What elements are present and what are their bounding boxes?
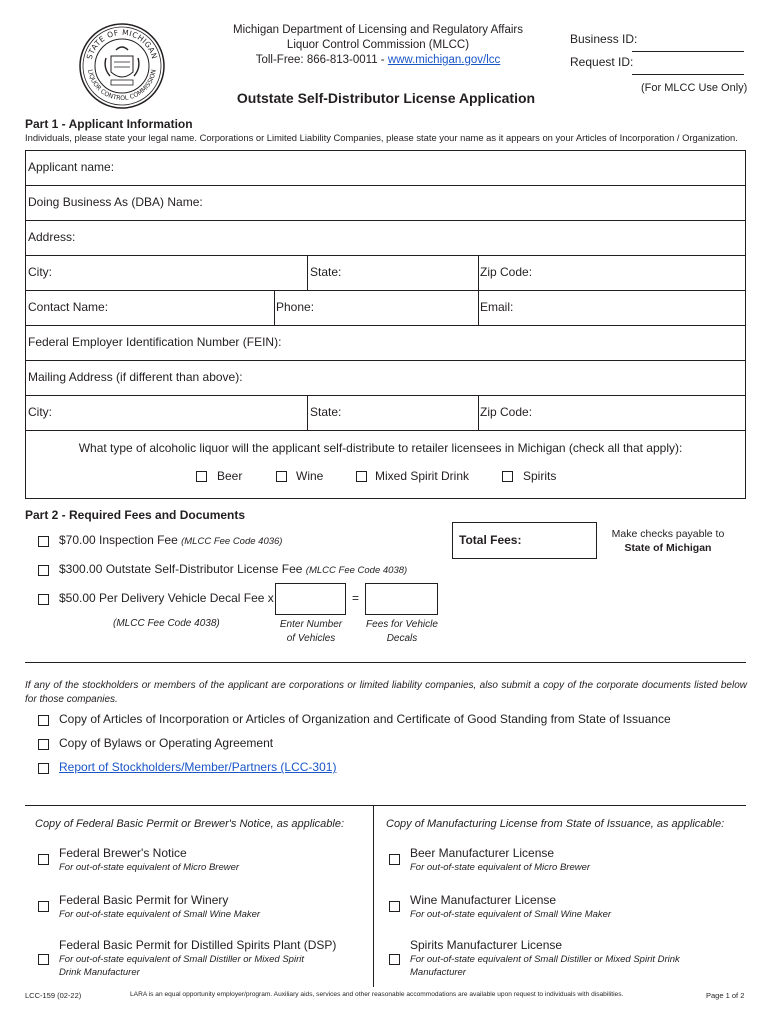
mailing-city-field[interactable] — [26, 396, 307, 430]
federal-permit-heading: Copy of Federal Basic Permit or Brewer's Notice, as applicable: — [35, 818, 345, 830]
total-fees-box[interactable] — [452, 522, 597, 559]
mailing-city-label: City: — [28, 405, 52, 419]
request-id-line — [632, 74, 744, 75]
eeo-statement: LARA is an equal opportunity employer/program. Auxiliary aids, services and other reasonable accommodations are available upon request to individuals with disabilities. — [130, 991, 624, 998]
page-number: Page 1 of 2 — [706, 991, 745, 1000]
federal-winery-permit-title: Federal Basic Permit for Winery — [59, 893, 229, 907]
section-divider — [25, 662, 746, 663]
zip-label: Zip Code: — [480, 265, 533, 279]
wine-manufacturer-license-title: Wine Manufacturer License — [410, 893, 557, 907]
mailing-state-label: State: — [310, 405, 342, 419]
dba-name-label: Doing Business As (DBA) Name: — [28, 195, 203, 209]
agency-line-2: Liquor Control Commission (MLCC) — [286, 39, 470, 51]
inspection-fee-label: $70.00 Inspection Fee (MLCC Fee Code 4036) — [59, 533, 283, 547]
dba-name-field[interactable] — [26, 186, 745, 220]
federal-brewers-notice-title: Federal Brewer's Notice — [59, 846, 187, 860]
inspection-fee-checkbox[interactable] — [38, 536, 49, 547]
contact-name-label: Contact Name: — [28, 300, 109, 314]
mixed-spirit-drink-checkbox[interactable] — [356, 471, 367, 482]
federal-dsp-permit-sub2: Drink Manufacturer — [59, 967, 140, 978]
city-label: City: — [28, 265, 52, 279]
agency-line-1: Michigan Department of Licensing and Regulatory Affairs — [232, 24, 523, 36]
checks-payable-note: Make checks payable to State of Michigan — [611, 528, 725, 554]
federal-dsp-permit-title: Federal Basic Permit for Distilled Spirits Plant (DSP) — [59, 938, 337, 952]
svg-text:STATE OF MICHIGAN: STATE OF MICHIGAN — [84, 27, 160, 61]
stockholders-report-checkbox[interactable] — [38, 763, 49, 774]
address-label: Address: — [28, 230, 76, 244]
federal-dsp-permit-checkbox[interactable] — [38, 954, 49, 965]
request-id-label: Request ID: — [570, 55, 634, 69]
business-id-label: Business ID: — [570, 32, 638, 46]
part1-instructions: Individuals, please state your legal name. Corporations or Limited Liability Companies, please state your name as it appears on your Articles of Incorporation / Organization. — [25, 132, 738, 143]
wine-checkbox[interactable] — [276, 471, 287, 482]
bylaws-label: Copy of Bylaws or Operating Agreement — [59, 736, 274, 750]
federal-winery-permit-checkbox[interactable] — [38, 901, 49, 912]
vehicle-count-input[interactable] — [275, 583, 346, 615]
fein-label: Federal Employer Identification Number (FEIN): — [28, 335, 282, 349]
mixed-spirit-drink-label: Mixed Spirit Drink — [375, 469, 470, 483]
email-label: Email: — [480, 300, 514, 314]
state-seal — [78, 22, 166, 110]
spirits-label: Spirits — [523, 469, 557, 483]
articles-checkbox[interactable] — [38, 715, 49, 726]
vehicle-decal-fee-label: $50.00 Per Delivery Vehicle Decal Fee x — [59, 591, 274, 605]
mailing-zip-field[interactable] — [479, 396, 745, 430]
state-label: State: — [310, 265, 342, 279]
permits-column-divider — [373, 805, 374, 987]
website-link[interactable]: www.michigan.gov/lcc — [387, 54, 501, 66]
federal-brewers-notice-sub: For out-of-state equivalent of Micro Brewer — [59, 862, 240, 873]
address-field[interactable] — [26, 221, 745, 255]
wine-manufacturer-license-checkbox[interactable] — [389, 901, 400, 912]
phone-label: Phone: — [276, 300, 315, 314]
fees-for-decals-caption: Fees for Vehicle Decals — [366, 619, 438, 644]
spirits-manufacturer-license-title: Spirits Manufacturer License — [410, 938, 563, 952]
applicant-name-field[interactable] — [26, 151, 745, 185]
agency-contact-line — [190, 53, 566, 68]
beer-label: Beer — [217, 469, 243, 483]
email-field[interactable] — [479, 291, 745, 325]
beer-checkbox[interactable] — [196, 471, 207, 482]
business-id-line — [632, 51, 744, 52]
fein-field[interactable] — [26, 326, 745, 360]
part1-heading: Part 1 - Applicant Information — [25, 117, 193, 131]
enter-number-caption: Enter Number of Vehicles — [279, 619, 343, 644]
contact-name-field[interactable] — [26, 291, 274, 325]
spirits-manufacturer-license-sub: For out-of-state equivalent of Small Distiller or Mixed Spirit Drink — [410, 954, 680, 965]
spirits-manufacturer-license-sub2: Manufacturer — [410, 967, 466, 978]
permits-divider — [25, 805, 746, 806]
part2-heading: Part 2 - Required Fees and Documents — [25, 508, 246, 522]
beer-manufacturer-license-sub: For out-of-state equivalent of Micro Brewer — [410, 862, 591, 873]
mailing-state-field[interactable] — [308, 396, 478, 430]
form-number: LCC-159 (02-22) — [25, 991, 82, 1000]
beer-manufacturer-license-checkbox[interactable] — [389, 854, 400, 865]
manufacturing-license-heading: Copy of Manufacturing License from State of Issuance, as applicable: — [386, 818, 725, 830]
articles-label: Copy of Articles of Incorporation or Articles of Organization and Certificate of Good Standing from State of Issuance — [59, 712, 671, 726]
license-fee-label: $300.00 Outstate Self-Distributor License Fee (MLCC Fee Code 4038) — [59, 562, 408, 576]
federal-winery-permit-sub: For out-of-state equivalent of Small Wine Maker — [59, 909, 261, 920]
vehicle-decal-fee-checkbox[interactable] — [38, 594, 49, 605]
license-fee-checkbox[interactable] — [38, 565, 49, 576]
liquor-type-question: What type of alcoholic liquor will the applicant self-distribute to retailer licensees in Michigan (check all that apply): — [78, 441, 683, 455]
vehicle-decal-total-input[interactable] — [365, 583, 438, 615]
federal-brewers-notice-checkbox[interactable] — [38, 854, 49, 865]
zip-field[interactable] — [479, 256, 745, 290]
stockholders-note: If any of the stockholders or members of the applicant are corporations or limited liability companies, also submit a copy of the corporate documents listed below for those companies. — [25, 680, 747, 705]
mlcc-use-note: (For MLCC Use Only) — [641, 82, 748, 94]
bylaws-checkbox[interactable] — [38, 739, 49, 750]
total-fees-label: Total Fees: — [459, 533, 522, 547]
mailing-address-field[interactable] — [26, 361, 745, 395]
applicant-info-table — [25, 150, 746, 499]
equals-sign: = — [352, 591, 360, 605]
mailing-zip-label: Zip Code: — [480, 405, 533, 419]
spirits-checkbox[interactable] — [502, 471, 513, 482]
state-field[interactable] — [308, 256, 478, 290]
mailing-address-label: Mailing Address (if different than above): — [28, 370, 243, 384]
federal-dsp-permit-sub: For out-of-state equivalent of Small Distiller or Mixed Spirit — [59, 954, 304, 965]
wine-label: Wine — [296, 469, 324, 483]
wine-manufacturer-license-sub: For out-of-state equivalent of Small Wine Maker — [410, 909, 612, 920]
phone-field[interactable] — [275, 291, 478, 325]
city-field[interactable] — [26, 256, 307, 290]
tollfree-text: Toll-Free: 866-813-0011 - — [255, 54, 388, 66]
stockholders-report-link[interactable]: Report of Stockholders/Member/Partners (LCC-301) — [59, 760, 337, 774]
spirits-manufacturer-license-checkbox[interactable] — [389, 954, 400, 965]
vehicle-decal-fee-code: (MLCC Fee Code 4038) — [113, 618, 220, 629]
svg-text:LIQUOR CONTROL COMMISSION: LIQUOR CONTROL COMMISSION — [86, 68, 158, 103]
beer-manufacturer-license-title: Beer Manufacturer License — [410, 846, 555, 860]
applicant-name-label: Applicant name: — [28, 160, 115, 174]
form-title: Outstate Self-Distributor License Application — [236, 90, 536, 106]
